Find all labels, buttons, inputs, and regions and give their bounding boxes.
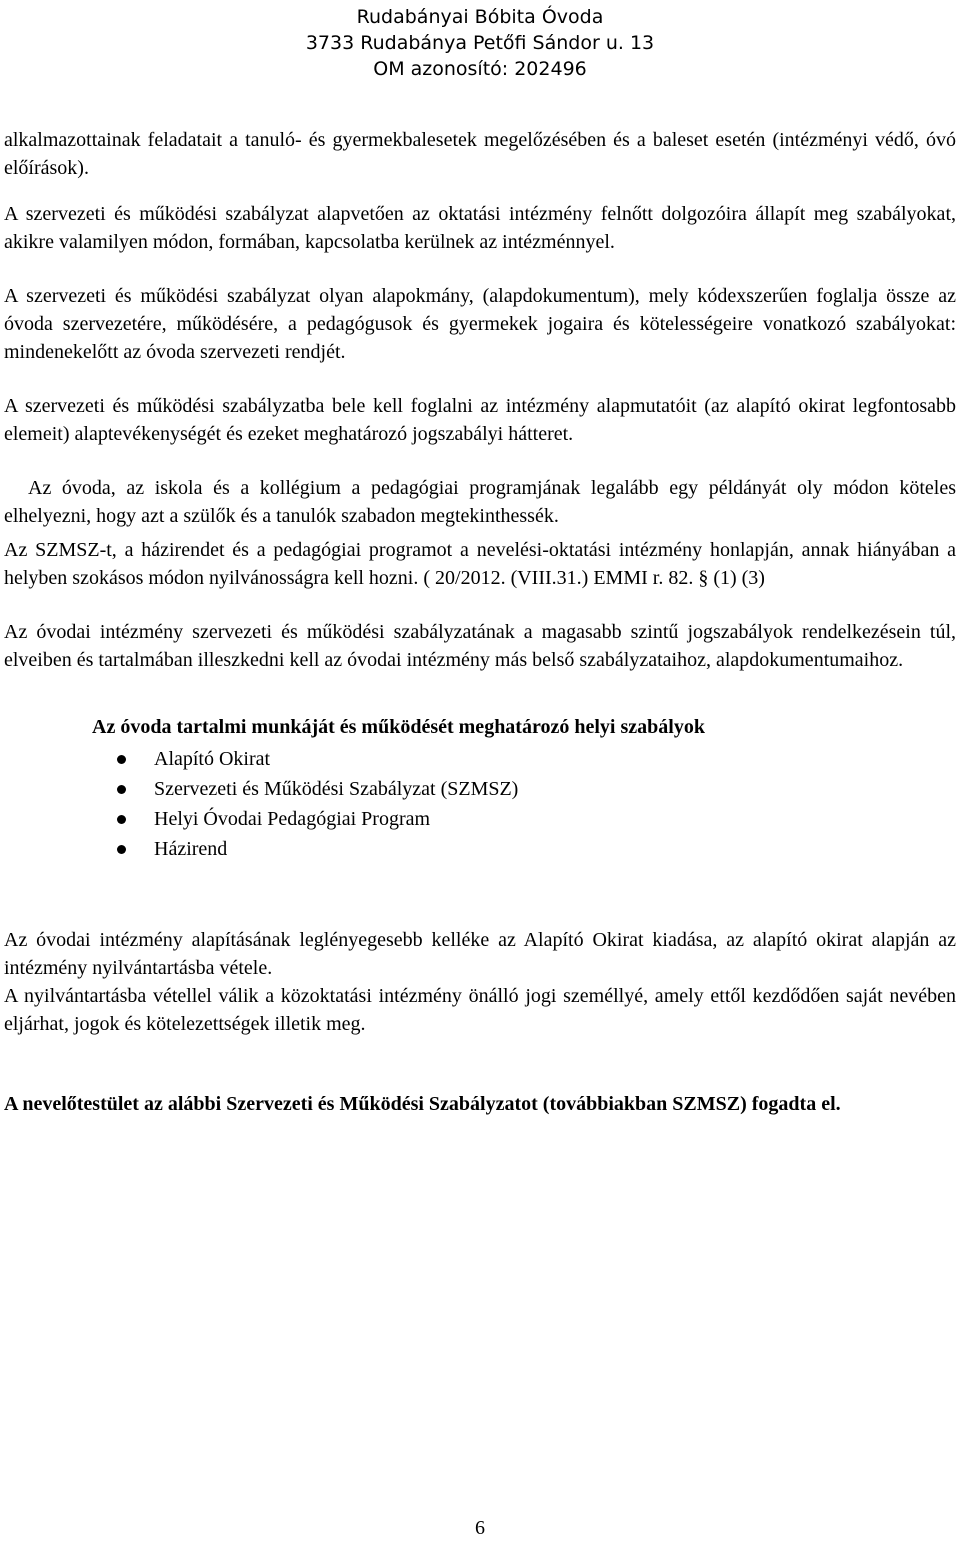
rules-heading: Az óvoda tartalmi munkáját és működését meghatározó helyi szabályok (92, 716, 705, 738)
list-item (4, 744, 956, 774)
paragraph-5: Az óvoda, az iskola és a kollégium a pedagógiai programjának legalább egy példányát oly módon köteles elhelyezni, hogy azt a szülők és a tanulók szabadon megtekinthessék. (4, 477, 956, 527)
institution-om-id: OM azonosító: 202496 (373, 58, 587, 80)
bullet-icon (117, 815, 126, 824)
bullet-icon (117, 845, 126, 854)
paragraph-3: A szervezeti és működési szabályzat olyan alapokmány, (alapdokumentum), mely kódexszerűen foglalja össze az óvoda szervezetére, működésére, a pedagógusok és gyermekek jogaira és kötelességeire vonatkozó szabályokat: mindenekelőtt az óvoda szervezeti rendjét. (4, 285, 956, 363)
bullet-icon (117, 755, 126, 764)
page-number: 6 (475, 1517, 485, 1539)
list-item-label: Helyi Óvodai Pedagógiai Program (154, 808, 431, 830)
paragraph-7: Az óvodai intézmény szervezeti és működési szabályzatának a magasabb szintű jogszabályok rendelkezésein túl, elveiben és tartalmában illeszkedni kell az óvodai intézmény más belső szabályzataihoz, alapdokumentumaihoz. (4, 621, 956, 671)
document-header (0, 4, 960, 82)
rules-list (4, 744, 956, 864)
institution-name: Rudabányai Bóbita Óvoda (356, 6, 604, 28)
list-item (4, 774, 956, 804)
bullet-icon (117, 785, 126, 794)
document-body (4, 126, 956, 1118)
paragraph-4: A szervezeti és működési szabályzatba bele kell foglalni az intézmény alapmutatóit (az alapító okirat legfontosabb elemeit) alaptevékenységét és ezeket meghatározó jogszabályi hátteret. (4, 395, 956, 445)
list-item-label: Alapító Okirat (154, 748, 271, 770)
institution-address: 3733 Rudabánya Petőfi Sándor u. 13 (305, 32, 655, 54)
list-item-label: Szervezeti és Működési Szabályzat (SZMSZ) (154, 778, 519, 800)
list-item-label: Házirend (154, 838, 228, 860)
paragraph-6: Az SZMSZ-t, a házirendet és a pedagógiai programot a nevelési-oktatási intézmény honlapján, annak hiányában a helyben szokásos módon nyilvánosságra kell hozni. ( 20/2012. (VIII.31.) EMMI r. 82. § (1) (3) (4, 539, 956, 589)
list-item (4, 834, 956, 864)
paragraph-2: A szervezeti és működési szabályzat alapvetően az oktatási intézmény felnőtt dolgozóira állapít meg szabályokat, akikre valamilyen módon, formában, kapcsolatba kerülnek az intézménnyel. (4, 203, 956, 253)
paragraph-9: A nyilvántartásba vétellel válik a közoktatási intézmény önálló jogi személlyé, amely ettől kezdődően saját nevében eljárhat, jogok és kötelezettségek illetik meg. (4, 985, 956, 1035)
paragraph-10: A nevelőtestület az alábbi Szervezeti és Működési Szabályzatot (továbbiakban SZMSZ) fogadta el. (4, 1093, 841, 1115)
paragraph-8: Az óvodai intézmény alapításának leglényegesebb kelléke az Alapító Okirat kiadása, az alapító okirat alapján az intézmény nyilvántartásba vétele. (4, 929, 956, 979)
list-item (4, 804, 956, 834)
paragraph-1: alkalmazottainak feladatait a tanuló- és gyermekbalesetek megelőzésében és a baleset esetén (intézményi védő, óvó előírások). (4, 129, 956, 179)
